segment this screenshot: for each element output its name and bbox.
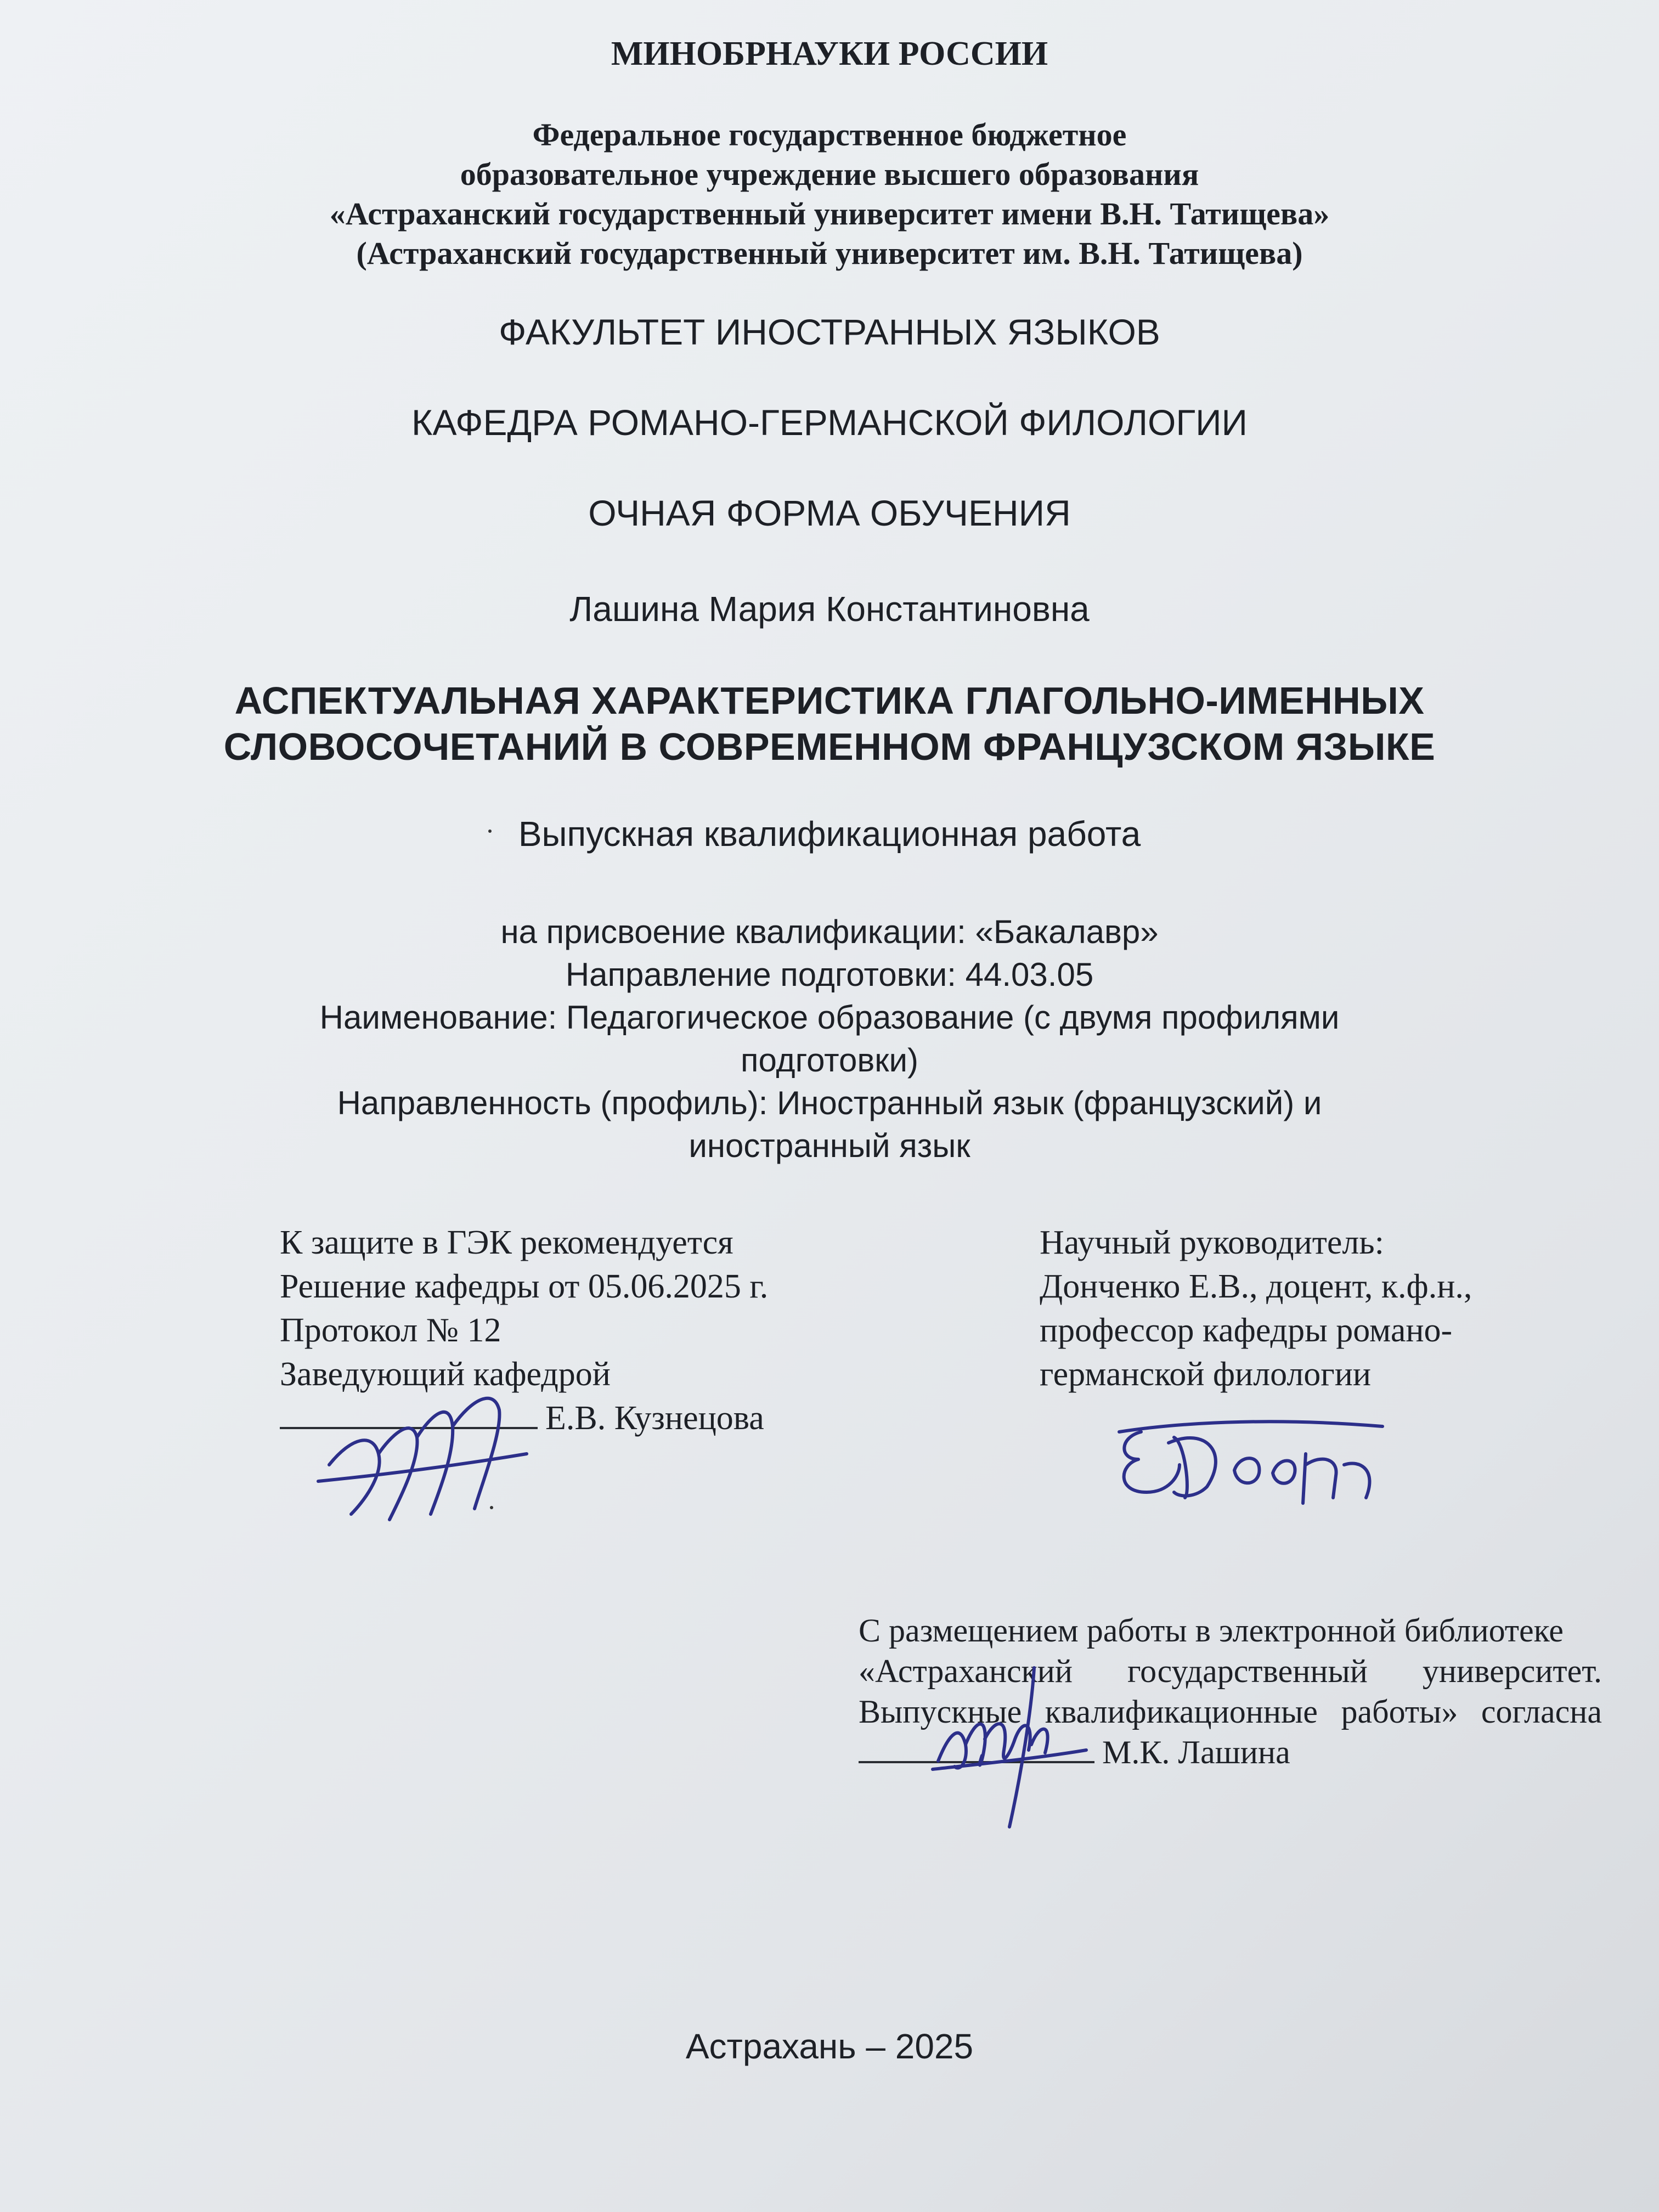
paper-speck [490,1506,493,1509]
study-form: ОЧНАЯ ФОРМА ОБУЧЕНИЯ [588,493,1071,533]
supervisor-block [1040,1221,1588,1396]
consent-line: С размещением работы в электронной библиотеке [859,1612,1564,1649]
student-name: М.К. Лашина [1102,1734,1290,1770]
head-signature [307,1372,538,1531]
org-line: «Астраханский государственный университет имени В.Н. Татищева» [329,196,1330,232]
supervisor-line: Научный руководитель: [1040,1224,1384,1261]
organization-name [0,115,1659,273]
city-year: Астрахань – 2025 [685,2027,974,2066]
ministry-header [0,33,1659,75]
consent-line: «Астраханский государственный университет. [859,1653,1602,1689]
defense-line: Протокол № 12 [280,1312,501,1349]
paper-speck [488,830,492,833]
org-line: (Астраханский государственный университет им. В.Н. Татищева) [356,235,1303,271]
org-line: образовательное учреждение высшего образования [460,156,1199,192]
student-signature [927,1657,1092,1832]
work-type: Выпускная квалификационная работа [518,814,1141,854]
qualification-info [0,911,1659,1167]
thesis-title-line: АСПЕКТУАЛЬНАЯ ХАРАКТЕРИСТИКА ГЛАГОЛЬНО-ИМЕННЫХ [234,679,1425,722]
defense-line: Решение кафедры от 05.06.2025 г. [280,1268,769,1305]
qualification-line: иностранный язык [689,1127,970,1164]
thesis-title [0,678,1659,770]
qualification-line: Направление подготовки: 44.03.05 [565,956,1094,993]
head-name: Е.В. Кузнецова [545,1400,764,1437]
defense-line: Заведующий кафедрой [280,1356,611,1393]
qualification-line: на присвоение квалификации: «Бакалавр» [500,913,1159,950]
faculty-name: ФАКУЛЬТЕТ ИНОСТРАННЫХ ЯЗЫКОВ [499,312,1160,352]
org-line: Федеральное государственное бюджетное [532,117,1127,153]
defense-line: К защите в ГЭК рекомендуется [280,1224,733,1261]
consent-line: Выпускные квалификационные работы» согласна [859,1694,1602,1730]
qualification-line: Направленность (профиль): Иностранный язык (французский) и [337,1085,1322,1121]
supervisor-line: Донченко Е.В., доцент, к.ф.н., [1040,1268,1472,1305]
author-name: Лашина Мария Константиновна [569,589,1090,629]
supervisor-signature [1108,1410,1404,1514]
ministry-name: МИНОБРНАУКИ РОССИИ [611,35,1048,72]
supervisor-line: профессор кафедры романо- [1040,1312,1453,1349]
supervisor-line: германской филологии [1040,1356,1372,1393]
qualification-line: подготовки) [741,1042,918,1079]
thesis-title-line: СЛОВОСОЧЕТАНИЙ В СОВРЕМЕННОМ ФРАНЦУЗСКОМ ЯЗЫКЕ [223,725,1436,768]
department-name: КАФЕДРА РОМАНО-ГЕРМАНСКОЙ ФИЛОЛОГИИ [411,402,1248,443]
qualification-line: Наименование: Педагогическое образование (с двумя профилями [319,999,1340,1036]
